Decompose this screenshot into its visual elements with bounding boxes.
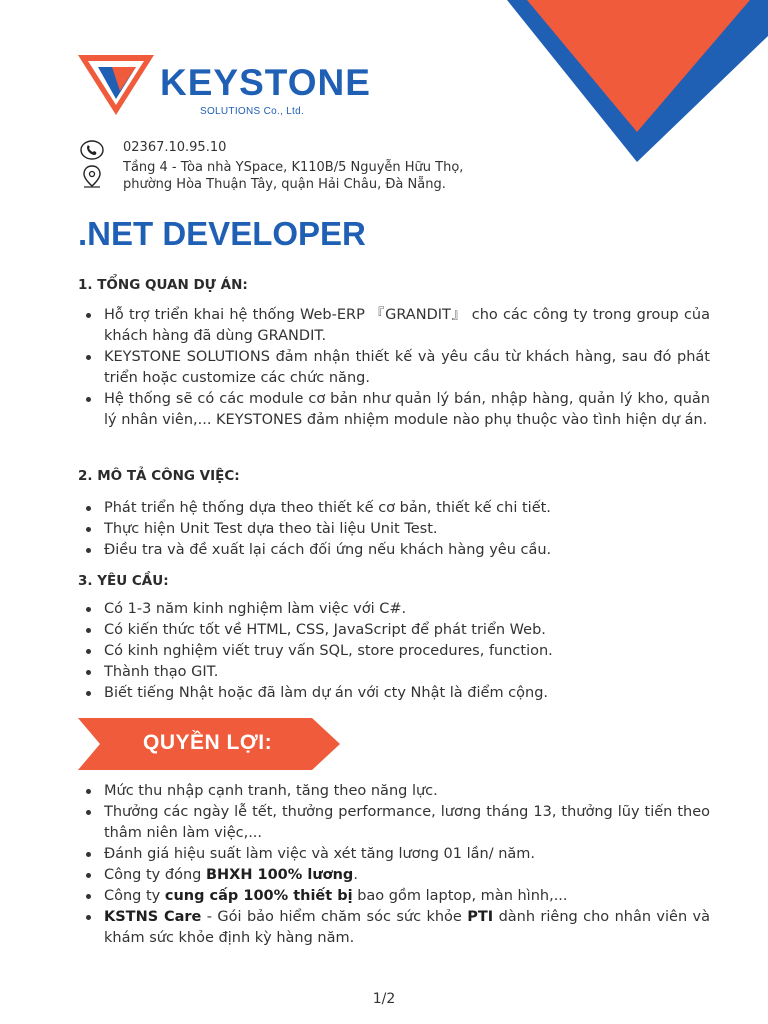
- list-item: Điều tra và đề xuất lại cách đối ứng nếu khách hàng yêu cầu.: [104, 540, 710, 561]
- list-item: Phát triển hệ thống dựa theo thiết kế cơ bản, thiết kế chi tiết.: [104, 498, 710, 519]
- address-line-2: phường Hòa Thuận Tây, quận Hải Châu, Đà Nẵng.: [123, 177, 446, 192]
- list-item: Hệ thống sẽ có các module cơ bản như quản lý bán, nhập hàng, quản lý kho, quản lý nhân viên,... KEYSTONES đảm nhiệm module nào phụ thuộc vào tình hiện dự án.: [104, 389, 710, 431]
- list-item-text: bao gồm laptop, màn hình,...: [352, 888, 568, 904]
- list-item-text: Công ty: [104, 888, 165, 904]
- section-title-overview: 1. TỔNG QUAN DỰ ÁN:: [78, 277, 248, 293]
- list-item-text: - Gói bảo hiểm chăm sóc sức khỏe: [201, 909, 468, 925]
- list-item-text: Công ty đóng: [104, 867, 206, 883]
- page-number: 1/2: [372, 991, 396, 1007]
- list-item: Mức thu nhập cạnh tranh, tăng theo năng lực.: [104, 781, 710, 802]
- list-item: Hỗ trợ triển khai hệ thống Web-ERP 『GRANDIT』 cho các công ty trong group của khách hàng đã dùng GRANDIT.: [104, 305, 710, 347]
- phone-number: 02367.10.95.10: [123, 140, 227, 155]
- list-item: Thành thạo GIT.: [104, 662, 710, 683]
- benefits-list: [78, 781, 710, 949]
- list-item: Thưởng các ngày lễ tết, thưởng performance, lương tháng 13, thưởng lũy tiến theo thâm niên làm việc,...: [104, 802, 710, 844]
- list-item: Có 1-3 năm kinh nghiệm làm việc với C#.: [104, 599, 710, 620]
- list-item-highlight: cung cấp 100% thiết bị: [164, 888, 353, 904]
- location-pin-icon: [82, 165, 102, 189]
- description-list: [78, 498, 710, 561]
- benefits-title: QUYỀN LỢI:: [143, 731, 273, 754]
- section-title-description: 2. MÔ TẢ CÔNG VIỆC:: [78, 468, 240, 484]
- list-item: [104, 865, 710, 886]
- list-item-highlight: PTI: [467, 909, 494, 925]
- address-line-1: Tầng 4 - Tòa nhà YSpace, K110B/5 Nguyễn Hữu Thọ,: [123, 160, 464, 175]
- list-item: Biết tiếng Nhật hoặc đã làm dự án với cty Nhật là điểm cộng.: [104, 683, 710, 704]
- list-item: [104, 907, 710, 949]
- list-item: [104, 886, 710, 907]
- requirements-list: [78, 599, 710, 704]
- list-item: Đánh giá hiệu suất làm việc và xét tăng lương 01 lần/ năm.: [104, 844, 710, 865]
- list-item: KEYSTONE SOLUTIONS đảm nhận thiết kế và yêu cầu từ khách hàng, sau đó phát triển hoặc customize các chức năng.: [104, 347, 710, 389]
- brand-name: KEYSTONE: [160, 62, 371, 103]
- list-item-highlight: KSTNS Care: [104, 909, 202, 925]
- list-item: Thực hiện Unit Test dựa theo tài liệu Unit Test.: [104, 519, 710, 540]
- job-title: .NET DEVELOPER: [78, 215, 366, 252]
- list-item-text: dành riêng cho nhân viên và khám sức khỏe định kỳ hàng năm.: [104, 909, 711, 946]
- list-item: Có kiến thức tốt về HTML, CSS, JavaScript để phát triển Web.: [104, 620, 710, 641]
- keystone-triangle-logo: [78, 55, 154, 117]
- section-title-requirements: 3. YÊU CẦU:: [78, 573, 169, 589]
- overview-list: [78, 305, 710, 431]
- brand-subtitle: SOLUTIONS Co., Ltd.: [200, 106, 305, 117]
- list-item: Có kinh nghiệm viết truy vấn SQL, store procedures, function.: [104, 641, 710, 662]
- list-item-highlight: BHXH 100% lương: [205, 867, 354, 883]
- list-item-text: .: [353, 867, 358, 883]
- phone-icon: [80, 140, 104, 160]
